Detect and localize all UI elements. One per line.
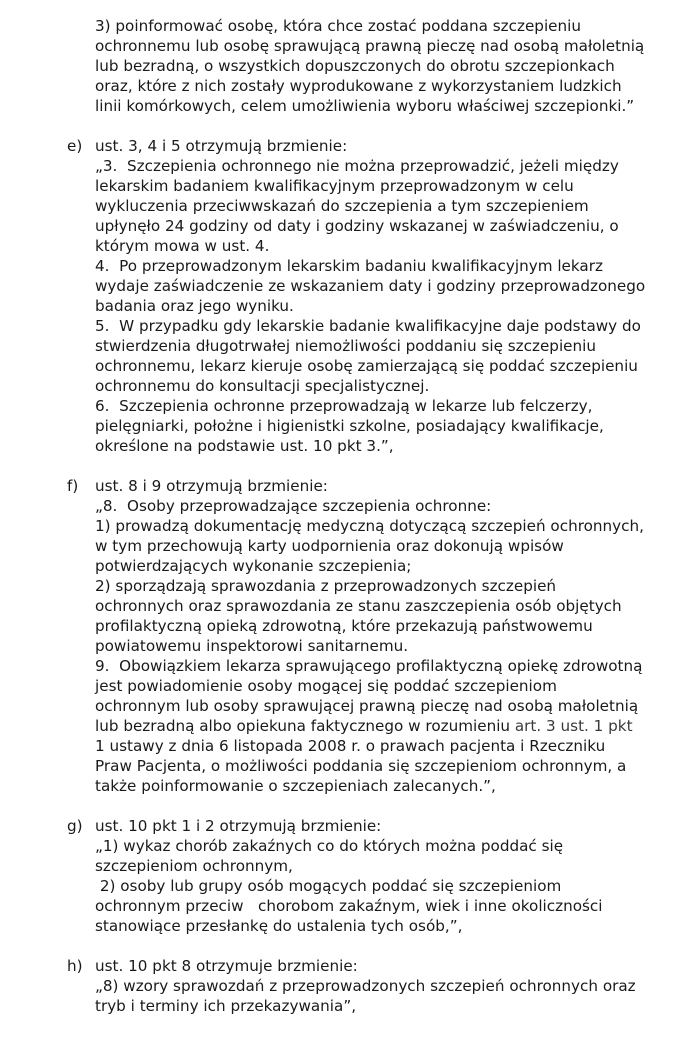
text-line: 3) poinformować osobę, która chce zostać poddana szczepieniu	[95, 17, 581, 35]
list-marker: f)	[67, 477, 79, 495]
list-marker: g)	[67, 817, 83, 835]
text-line: 6. Szczepienia ochronne przeprowadzają w lekarze lub felczerzy,	[95, 397, 593, 415]
text-line: „3. Szczepienia ochronnego nie można przeprowadzić, jeżeli między	[95, 157, 619, 175]
text-line: jest powiadomienie osoby mogącej się poddać szczepieniom	[95, 677, 557, 695]
text-line: stanowiące przesłankę do ustalenia tych osób,”,	[95, 917, 463, 935]
amendment-item-e	[0, 136, 685, 456]
text-line: 1 ustawy z dnia 6 listopada 2008 r. o prawach pacjenta i Rzeczniku	[95, 737, 606, 755]
text-line: stwierdzenia długotrwałej niemożliwości poddaniu się szczepieniu	[95, 337, 596, 355]
list-marker: e)	[67, 137, 83, 155]
text-line: ochronnemu do konsultacji specjalistycznej.	[95, 377, 430, 395]
text-line: 4. Po przeprowadzonym lekarskim badaniu kwalifikacyjnym lekarz	[95, 257, 603, 275]
legal-reference-link[interactable]: art. 3 ust. 1 pkt	[514, 717, 633, 735]
document-body	[0, 16, 685, 1016]
text-line: 9. Obowiązkiem lekarza sprawującego profilaktyczną opiekę zdrowotną	[95, 657, 643, 675]
text-segment: lub bezradną albo opiekuna faktycznego w rozumieniu	[95, 717, 515, 735]
text-line: „8) wzory sprawozdań z przeprowadzonych szczepień ochronnych oraz	[95, 977, 636, 995]
text-line: oraz, które z nich zostały wyprodukowane z wykorzystaniem ludzkich	[95, 77, 622, 95]
text-line: 2) sporządzają sprawozdania z przeprowadzonych szczepień	[95, 577, 557, 595]
text-line: powiatowemu inspektorowi sanitarnemu.	[95, 637, 409, 655]
text-line: 1) prowadzą dokumentację medyczną dotyczącą szczepień ochronnych,	[95, 517, 644, 535]
text-line: także poinformowanie o szczepieniach zalecanych.”,	[95, 777, 496, 795]
text-line: profilaktyczną opieką zdrowotną, które przekazują państwowemu	[95, 617, 593, 635]
list-marker: h)	[67, 957, 83, 975]
text-line: tryb i terminy ich przekazywania”,	[95, 997, 357, 1015]
text-line: szczepieniom ochronnym,	[95, 857, 293, 875]
text-line: potwierdzających wykonanie szczepienia;	[95, 557, 412, 575]
amendment-item-g	[0, 816, 685, 936]
text-line: ust. 3, 4 i 5 otrzymują brzmienie:	[95, 137, 348, 155]
text-line: pielęgniarki, położne i higienistki szkolne, posiadający kwalifikacje,	[95, 417, 604, 435]
text-line: ust. 10 pkt 1 i 2 otrzymują brzmienie:	[95, 817, 382, 835]
text-line: Praw Pacjenta, o możliwości poddania się szczepieniom ochronnym, a	[95, 757, 627, 775]
text-line: określone na podstawie ust. 10 pkt 3.”,	[95, 437, 394, 455]
text-line: ust. 8 i 9 otrzymują brzmienie:	[95, 477, 328, 495]
text-line: lekarskim badaniem kwalifikacyjnym przeprowadzonym w celu	[95, 177, 574, 195]
text-line: linii komórkowych, celem umożliwienia wyboru właściwej szczepionki.”	[95, 97, 635, 115]
paragraph-point-3	[0, 16, 685, 116]
text-line: ochronnych oraz sprawozdania ze stanu zaszczepienia osób objętych	[95, 597, 622, 615]
text-line: ochronnemu, lekarz kieruje osobę zamierzającą się poddać szczepieniu	[95, 357, 638, 375]
text-line: lub bezradną, o wszystkich dopuszczonych do obrotu szczepionkach	[95, 57, 615, 75]
text-line: 5. W przypadku gdy lekarskie badanie kwalifikacyjne daje podstawy do	[95, 317, 641, 335]
text-line: ochronnemu lub osobę sprawującą prawną pieczę nad osobą małoletnią	[95, 37, 645, 55]
text-line: w tym przechowują karty uodpornienia oraz dokonują wpisów	[95, 537, 564, 555]
amendment-item-f	[0, 476, 685, 796]
text-line: wydaje zaświadczenie ze wskazaniem daty i godziny przeprowadzonego	[95, 277, 646, 295]
text-line: którym mowa w ust. 4.	[95, 237, 270, 255]
text-line: „8. Osoby przeprowadzające szczepienia ochronne:	[95, 497, 492, 515]
text-line: ochronnym lub osoby sprawującej prawną pieczę nad osobą małoletnią	[95, 697, 639, 715]
text-line: ochronnym przeciw chorobom zakaźnym, wiek i inne okoliczności	[95, 897, 603, 915]
text-line: „1) wykaz chorób zakaźnych co do których można poddać się	[95, 837, 564, 855]
text-line: wykluczenia przeciwwskazań do szczepienia a tym szczepieniem	[95, 197, 589, 215]
text-line: ust. 10 pkt 8 otrzymuje brzmienie:	[95, 957, 358, 975]
text-line-with-link	[95, 716, 675, 736]
text-line: 2) osoby lub grupy osób mogących poddać się szczepieniom	[95, 877, 562, 895]
amendment-item-h	[0, 956, 685, 1016]
text-line: badania oraz jego wyniku.	[95, 297, 294, 315]
text-line: upłynęło 24 godziny od daty i godziny wskazanej w zaświadczeniu, o	[95, 217, 619, 235]
